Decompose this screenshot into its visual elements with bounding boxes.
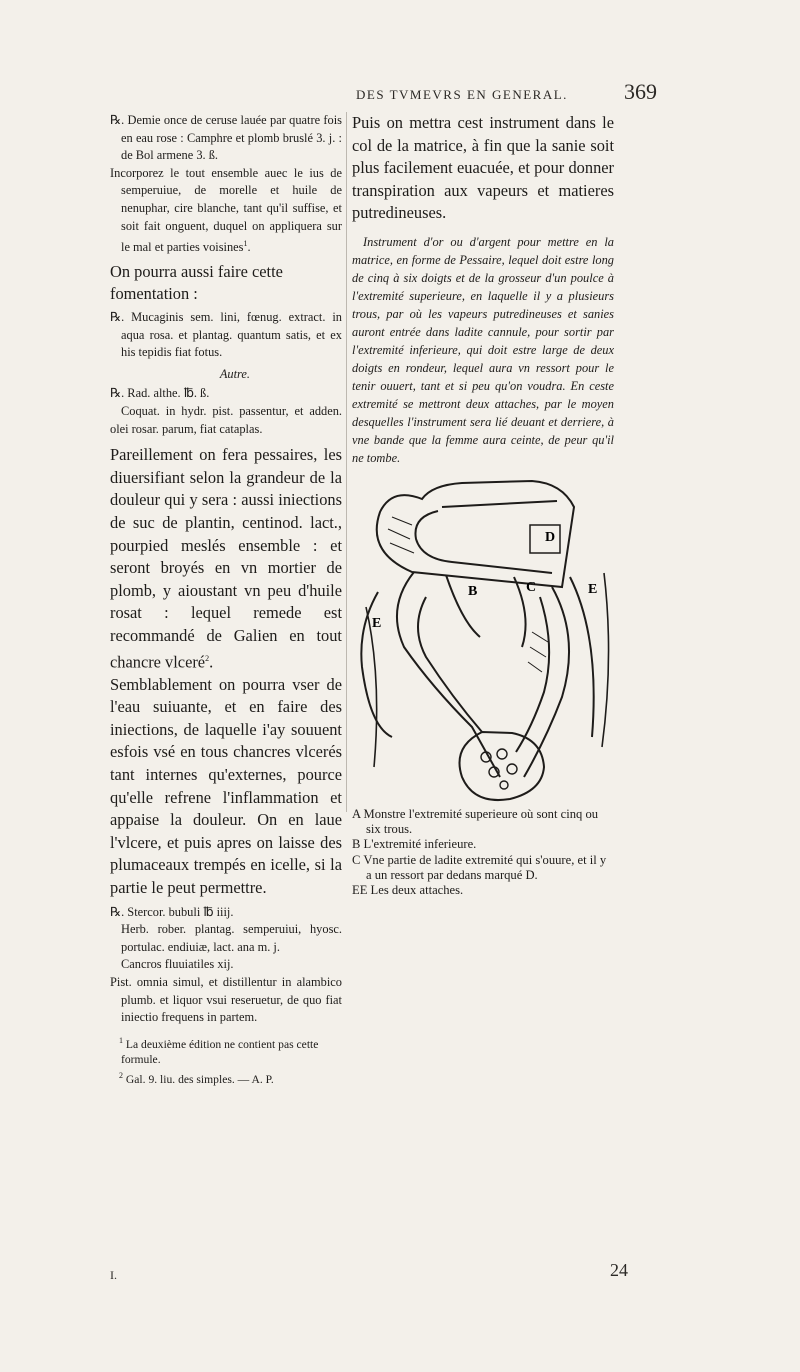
label-c: C	[526, 579, 537, 595]
footnote-1	[110, 1033, 342, 1068]
gathering-mark: 24	[610, 1260, 628, 1280]
pessaires-paragraph: Pareillement on fera pessaires, les diuersifiant selon la grandeur de la douleur qui y sera : aussi iniections de suc de plantin, centinod. lact., pourpied meslés ensemble : et seront broyés en vn mortier de plomb, y aioustant vn peu d'huile rosat : lequel remede est recommandé de Galien en tout chancre vlceré$^2$.	[110, 445, 342, 672]
signature-mark: I.	[110, 1268, 117, 1282]
footnote-2-number: 2	[119, 1070, 123, 1080]
pessaires-text: Pareillement on fera pessaires, les diuersifiant selon la grandeur de la douleur qui y sera : aussi iniections de suc de plantin, centinod. lact., pourpied meslés ensemble : et seront broyés en vn mortier de plomb, y aioustant vn peu d'huile rosat : lequel remede est recommandé de Galien en tout chancre vlceré	[110, 445, 342, 672]
left-column	[110, 112, 342, 1087]
recipe-cancros: Cancros fluuiatiles xij.	[121, 957, 234, 972]
incorporez-paragraph: Incorporez le tout ensemble auec le ius de semperuiue, de morelle et huile de nenuphar, cire blanche, tant qu'il suffise, et soit fait onguent, duquel on appliquera sur le mal et parties voisines$^1$.	[110, 165, 342, 255]
pessary-figure	[352, 477, 614, 807]
recipe-althe: ℞. Rad. althe. ℔. ß.	[110, 386, 210, 401]
page-number: 369	[624, 79, 657, 104]
instrument-description: Instrument d'or ou d'argent pour mettre en la matrice, en forme de Pessaire, lequel doit estre long de cinq à six doigts et de la grosseur d'un poulce à l'extremité superieure, en laquelle il y a plusieurs trous, par où les vapeurs putredineuses et sanies auront entrée dans ladite cannule, pour sortir par l'extremité inferieure, qui doit estre large de deux doigts en rondeur, lequel aura vn ressort pour le tenir ouuert, tant et si peu qu'on voudra. En ceste extremité se mettront deux attaches, par le moyen desquelles l'instrument sera lié deuant et derriere, à vne bande que la femme aura ceinte, de peur qu'il ne tombe.	[352, 234, 614, 465]
footnote-2	[110, 1068, 342, 1087]
right-column	[352, 112, 614, 898]
intro-paragraph: Puis on mettra cest instrument dans le col de la matrice, à fin que la sanie soit plus facilement euacuée, et pour donner transpiration aux vapeurs et matieres putredineuses.	[352, 113, 614, 223]
label-e-left: E	[372, 615, 382, 631]
pessary-illustration	[352, 477, 614, 807]
recipe-stercor: ℞. Stercor. bubuli ℔ iiij.	[110, 904, 234, 919]
column-divider	[346, 112, 347, 812]
caption-ee: EE Les deux attaches.	[352, 882, 464, 897]
footnote-2-text: Gal. 9. liu. des simples. — A. P.	[125, 1072, 274, 1086]
label-d: D	[545, 529, 556, 545]
recipe-pist: Pist. omnia simul, et distillentur in alambico plumb. et liquor vsui reseruetur, de quo fiat iniectio frequens in partem.	[110, 974, 342, 1025]
running-head	[0, 79, 800, 111]
running-title: DES TVMEVRS EN GENERAL.	[356, 87, 568, 102]
label-e-right: E	[588, 581, 598, 597]
label-b: B	[468, 583, 478, 599]
caption-b: B L'extremité inferieure.	[352, 837, 477, 852]
footnote-1-number: 1	[119, 1035, 123, 1045]
caption-c: C Vne partie de ladite extremité qui s'ouure, et il y a un ressort par dedans marqué D.	[352, 852, 607, 882]
footnote-1-text: La deuxième édition ne contient pas cette formule.	[121, 1037, 319, 1067]
recipe-ceruse: ℞. Demie once de ceruse lauée par quatre fois en eau rose : Camphre et plomb bruslé 3. j. : de Bol armene 3. ß.	[110, 113, 342, 163]
recipe-herbs: Herb. rober. plantag. semperuiui, hyosc. portulac. endiuiæ, lact. ana m. j.	[121, 922, 342, 954]
recipe-mucaginis: ℞. Mucaginis sem. lini, fœnug. extract. in aqua rosa. et plantag. quantum satis, et ex his tepidis fiat fotus.	[110, 310, 342, 360]
semblablement-paragraph: Semblablement on pourra vser de l'eau suiuante, et en faire des iniections, de laquelle i'ay souuent esfois vsé en tous chancres vlcerés tant internes qu'externes, pource qu'elle refrene l'inflammation et appaise la douleur. On en laue l'vlcere, et puis apres on laisse des plumaceaux trempés en icelle, si la partie le peut permettre.	[110, 674, 342, 897]
fomentation-intro: On pourra aussi faire cette fomentation :	[110, 261, 283, 304]
coquat-text: Coquat. in hydr. pist. passentur, et adden. olei rosar. parum, fiat cataplas.	[110, 404, 342, 436]
caption-a: A Monstre l'extremité superieure où sont cinq ou six trous.	[352, 806, 599, 837]
incorporez-text: Incorporez le tout ensemble auec le ius de semperuiue, de morelle et huile de nenuphar, cire blanche, tant qu'il suffise, et soit fait onguent, duquel on appliquera sur le mal et parties voisines	[110, 165, 342, 255]
footnote-ref-2: 2	[205, 653, 210, 663]
autre-heading: Autre.	[219, 366, 250, 381]
footnote-ref-1: 1	[243, 239, 248, 249]
